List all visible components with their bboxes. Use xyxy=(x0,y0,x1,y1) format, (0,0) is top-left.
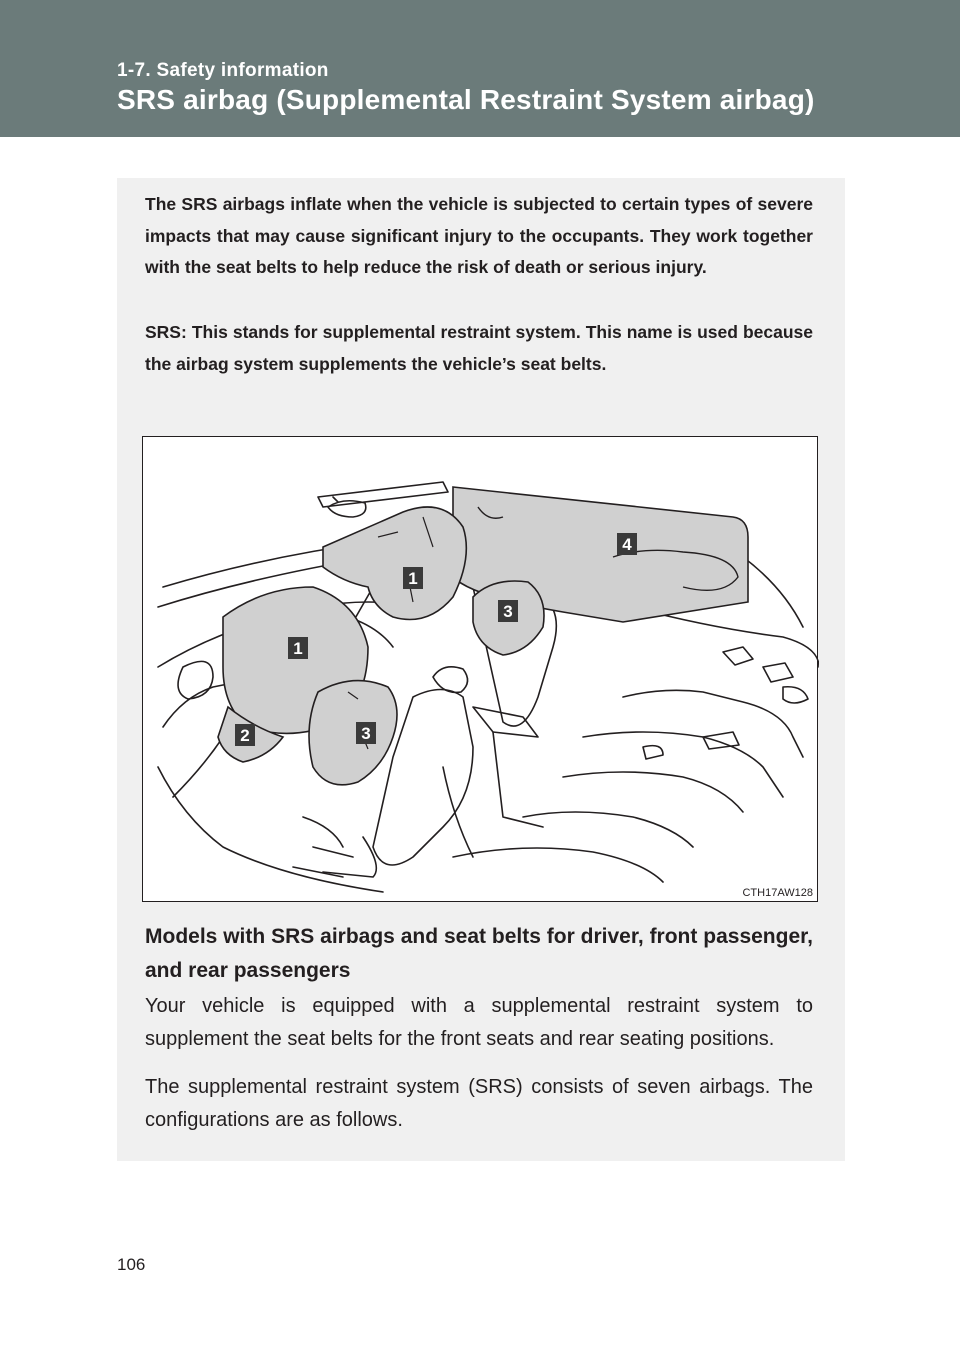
center-console xyxy=(473,707,538,737)
callout-label: 4 xyxy=(622,535,632,554)
body-paragraph-1: Your vehicle is equipped with a supplemental restraint system to supplement the seat belts for the front seats and rear seating positions. xyxy=(145,995,813,1050)
body-paragraph-2: The supplemental restraint system (SRS) consists of seven airbags. The configurations are as follows. xyxy=(145,1076,813,1131)
airbag-illustration xyxy=(142,436,818,902)
intro-paragraph-2: SRS: This stands for supplemental restraint system. This name is used because the airbag system supplements the vehicle’s seat belts. xyxy=(145,322,813,374)
models-heading: Models with SRS airbags and seat belts for driver, front passenger, and rear passengers xyxy=(145,925,813,982)
callout-badge-3-lower xyxy=(356,722,376,744)
rear-headrest-left xyxy=(723,647,753,665)
driver-headrest xyxy=(433,667,468,693)
figure-code: CTH17AW128 xyxy=(742,887,813,899)
page-number: 106 xyxy=(117,1255,146,1274)
page-title: SRS airbag (Supplemental Restraint System airbag) xyxy=(117,84,815,115)
callout-label: 1 xyxy=(408,569,418,588)
door-sill xyxy=(158,767,383,892)
airbag-diagram xyxy=(143,437,819,903)
callout-badge-1-upper xyxy=(403,567,423,589)
callout-label: 1 xyxy=(293,639,303,658)
rear-headrest-right xyxy=(763,663,793,682)
callout-badge-1-lower xyxy=(288,637,308,659)
callout-label: 2 xyxy=(240,726,250,745)
callout-badge-3-upper xyxy=(498,600,518,622)
mirror xyxy=(328,497,366,517)
air-vent xyxy=(178,661,213,699)
rear-seat-back xyxy=(623,690,803,757)
callout-badge-2 xyxy=(235,724,255,746)
callout-label: 3 xyxy=(361,724,371,743)
callout-label: 3 xyxy=(503,602,513,621)
intro-paragraph-1: The SRS airbags inflate when the vehicle is subjected to certain types of severe impacts that may cause significant injury to the occupants. They work together with the seat belts to help reduce the risk of death or serious injury. xyxy=(145,194,813,277)
callout-badge-4 xyxy=(617,533,637,555)
section-label: 1-7. Safety information xyxy=(117,60,329,81)
